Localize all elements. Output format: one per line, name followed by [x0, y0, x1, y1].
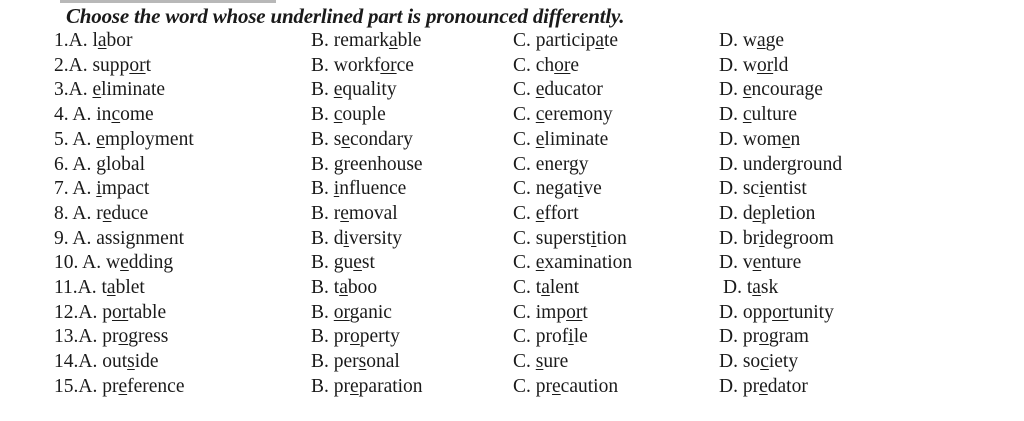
option-word: diversity — [333, 227, 403, 249]
question-number: 8. A. — [54, 202, 97, 224]
option-word: ceremony — [535, 104, 613, 126]
option-letter: C. — [513, 54, 536, 76]
option-word: educator — [535, 79, 603, 101]
underlined-part: e — [350, 375, 359, 397]
option-letter: B. — [311, 128, 334, 150]
option-a — [54, 79, 165, 101]
option-d — [719, 129, 800, 151]
option-d — [719, 376, 808, 398]
option-a — [54, 326, 168, 348]
underlined-part: or — [111, 301, 129, 323]
option-c — [513, 302, 588, 324]
option-word: impact — [96, 178, 150, 200]
option-letter: C. — [513, 227, 536, 249]
option-letter: C. — [513, 104, 536, 126]
underlined-part: or — [756, 54, 774, 76]
underlined-part: g — [96, 153, 107, 175]
underlined-part: e — [120, 252, 129, 274]
option-letter: D. — [719, 30, 743, 51]
option-word: couple — [333, 104, 386, 126]
option-b — [311, 154, 423, 176]
question-number: 1.A. — [54, 30, 93, 51]
underlined-part: a — [752, 277, 761, 298]
option-d — [719, 351, 798, 373]
option-letter: C. — [513, 128, 536, 150]
option-letter: B. — [311, 30, 334, 51]
option-d — [723, 277, 778, 299]
underlined-part: or — [554, 54, 571, 76]
underlined-part: o — [759, 326, 769, 348]
option-letter: B. — [311, 301, 334, 323]
instruction-title: Choose the word whose underlined part is pronounced differently. — [66, 4, 625, 28]
option-word: workforce — [333, 54, 414, 76]
underlined-part: e — [118, 375, 128, 397]
option-letter: B. — [311, 277, 334, 298]
option-letter: C. — [513, 202, 536, 224]
option-word: profile — [535, 326, 588, 348]
option-letter: D. — [719, 178, 743, 200]
option-word: examination — [535, 252, 633, 274]
underlined-part: or — [566, 301, 583, 323]
underlined-part: c — [535, 104, 545, 126]
underlined-part: e — [102, 202, 112, 224]
question-number: 14.A. — [54, 351, 103, 373]
option-d — [719, 55, 788, 77]
option-a — [54, 252, 173, 274]
question-row — [0, 277, 1024, 301]
option-c — [513, 203, 579, 225]
option-b — [311, 30, 421, 52]
option-word: wedding — [106, 252, 174, 274]
option-c — [513, 228, 627, 250]
option-word: program — [742, 326, 809, 348]
underlined-part: e — [752, 252, 762, 274]
underlined-part: or — [772, 301, 789, 323]
option-word: energy — [535, 153, 589, 175]
option-word: import — [535, 301, 588, 323]
option-c — [513, 55, 579, 77]
option-word: chore — [535, 54, 580, 76]
option-c — [513, 351, 568, 373]
question-number: 12.A. — [54, 301, 103, 323]
option-b — [311, 302, 392, 324]
option-word: secondary — [333, 128, 413, 150]
underlined-part: e — [333, 79, 343, 101]
underlined-part: c — [333, 104, 343, 126]
option-letter: B. — [311, 54, 334, 76]
option-letter: D. — [719, 202, 743, 224]
underlined-part: s — [127, 351, 135, 373]
option-a — [54, 104, 154, 126]
underlined-part: i — [578, 178, 584, 200]
option-letter: B. — [311, 351, 334, 373]
option-word: encourage — [742, 79, 823, 101]
option-word: task — [746, 277, 779, 298]
option-letter: C. — [513, 79, 536, 101]
option-a — [54, 178, 149, 200]
option-a — [54, 129, 194, 151]
option-a — [54, 302, 166, 324]
question-row — [0, 30, 1024, 54]
underlined-part: g — [125, 227, 136, 249]
underlined-part: e — [742, 79, 752, 101]
option-letter: B. — [311, 227, 334, 249]
underlined-part: e — [535, 252, 545, 274]
option-letter: C. — [513, 326, 536, 348]
option-letter: D. — [719, 104, 743, 126]
option-letter: B. — [311, 252, 334, 274]
underlined-part: i — [759, 178, 765, 200]
option-word: preference — [102, 375, 185, 397]
option-word: labor — [92, 30, 133, 51]
option-letter: C. — [513, 277, 536, 298]
option-word: bridegroom — [742, 227, 834, 249]
underlined-part: a — [97, 30, 107, 51]
question-number: 2.A. — [54, 54, 93, 76]
option-b — [311, 104, 386, 126]
underlined-part: a — [106, 277, 116, 298]
option-d — [719, 178, 807, 200]
underlined-part: e — [781, 128, 791, 150]
question-row — [0, 351, 1024, 375]
option-word: support — [92, 54, 151, 76]
option-letter: D. — [723, 277, 747, 298]
option-d — [719, 228, 834, 250]
option-d — [719, 252, 801, 274]
question-number: 10. A. — [54, 252, 107, 274]
question-row — [0, 228, 1024, 252]
question-number: 9. A. — [54, 227, 97, 249]
option-letter: C. — [513, 178, 536, 200]
question-number: 11.A. — [54, 277, 102, 298]
option-word: venture — [742, 252, 802, 274]
option-letter: B. — [311, 153, 334, 175]
option-word: organic — [333, 301, 392, 323]
option-word: eliminate — [92, 79, 166, 101]
option-letter: B. — [311, 375, 334, 397]
option-word: world — [742, 54, 789, 76]
underlined-part: c — [760, 351, 769, 373]
option-word: wage — [742, 30, 784, 51]
underlined-part: a — [756, 30, 766, 51]
question-number: 3.A. — [54, 79, 93, 101]
option-a — [54, 277, 145, 299]
option-d — [719, 104, 797, 126]
underlined-part: e — [341, 128, 351, 150]
option-word: income — [96, 104, 154, 126]
option-word: superstition — [535, 227, 627, 249]
underlined-part: e — [340, 202, 349, 224]
option-letter: D. — [719, 227, 743, 249]
option-c — [513, 129, 608, 151]
option-a — [54, 228, 184, 250]
option-word: taboo — [333, 277, 378, 298]
option-word: women — [742, 128, 801, 150]
underlined-part: g — [786, 153, 797, 175]
underlined-part: i — [591, 227, 597, 249]
option-c — [513, 79, 603, 101]
option-d — [719, 79, 823, 101]
underlined-part: o — [350, 326, 360, 348]
option-a — [54, 203, 148, 225]
underlined-part: a — [595, 30, 604, 51]
underlined-part: e — [353, 252, 362, 274]
question-row — [0, 104, 1024, 128]
question-row — [0, 178, 1024, 202]
option-b — [311, 376, 423, 398]
option-a — [54, 55, 151, 77]
option-b — [311, 228, 402, 250]
option-word: assignment — [96, 227, 185, 249]
underlined-part: e — [535, 128, 545, 150]
option-a — [54, 351, 159, 373]
option-letter: B. — [311, 202, 334, 224]
underlined-part: i — [568, 326, 574, 348]
option-a — [54, 376, 184, 398]
option-letter: B. — [311, 326, 334, 348]
option-word: portable — [102, 301, 167, 323]
underlined-part: e — [535, 202, 545, 224]
option-b — [311, 252, 375, 274]
option-letter: D. — [719, 153, 743, 175]
underlined-part: a — [388, 30, 398, 51]
option-letter: C. — [513, 153, 536, 175]
option-letter: C. — [513, 375, 536, 397]
option-letter: D. — [719, 351, 743, 373]
option-word: opportunity — [742, 301, 834, 323]
question-row — [0, 55, 1024, 79]
underlined-part: e — [552, 375, 561, 397]
option-word: outside — [102, 351, 159, 373]
underlined-part: a — [541, 277, 550, 298]
option-letter: B. — [311, 79, 334, 101]
question-number: 6. A. — [54, 153, 97, 175]
underlined-part: i — [96, 178, 102, 200]
underlined-part: e — [759, 375, 768, 397]
option-letter: C. — [513, 30, 536, 51]
option-c — [513, 326, 588, 348]
option-b — [311, 129, 413, 151]
underlined-part: e — [752, 202, 762, 224]
option-b — [311, 55, 414, 77]
option-b — [311, 79, 397, 101]
underlined-part: i — [333, 178, 340, 200]
option-word: guest — [333, 252, 375, 274]
question-row — [0, 376, 1024, 400]
option-d — [719, 326, 809, 348]
underlined-part: e — [96, 128, 105, 150]
question-number: 15.A. — [54, 375, 103, 397]
option-word: effort — [535, 202, 579, 224]
option-word: personal — [333, 351, 400, 373]
underlined-part: o — [118, 326, 129, 348]
option-letter: D. — [719, 375, 743, 397]
option-letter: D. — [719, 128, 743, 150]
underlined-part: e — [92, 79, 102, 101]
underlined-part: or — [380, 54, 397, 76]
option-word: employment — [96, 128, 194, 150]
option-d — [719, 30, 784, 52]
question-row — [0, 79, 1024, 103]
option-c — [513, 104, 613, 126]
option-word: underground — [742, 153, 843, 175]
option-word: equality — [333, 79, 397, 101]
option-word: preparation — [333, 375, 423, 397]
option-a — [54, 30, 133, 52]
option-c — [513, 252, 632, 274]
option-letter: C. — [513, 301, 536, 323]
option-letter: B. — [311, 178, 334, 200]
option-word: eliminate — [535, 128, 609, 150]
option-d — [719, 203, 815, 225]
option-word: remarkable — [333, 30, 422, 51]
option-word: sure — [535, 351, 569, 373]
option-b — [311, 178, 406, 200]
question-row — [0, 326, 1024, 350]
option-letter: C. — [513, 252, 536, 274]
option-word: scientist — [742, 178, 807, 200]
option-c — [513, 178, 602, 200]
question-row — [0, 203, 1024, 227]
question-row — [0, 302, 1024, 326]
option-word: predator — [742, 375, 808, 397]
question-number: 4. A. — [54, 104, 97, 126]
option-word: culture — [742, 104, 797, 126]
underlined-part: g — [333, 153, 344, 175]
underlined-part: or — [129, 54, 146, 76]
option-word: progress — [102, 326, 169, 348]
question-number: 7. A. — [54, 178, 97, 200]
option-a — [54, 154, 145, 176]
underlined-part: e — [535, 79, 545, 101]
question-number: 13.A. — [54, 326, 103, 348]
option-b — [311, 326, 400, 348]
underlined-part: i — [759, 227, 765, 249]
option-word: society — [742, 351, 799, 373]
option-word: property — [333, 326, 400, 348]
top-rule-divider — [60, 0, 276, 3]
underlined-part: i — [343, 227, 349, 249]
question-row — [0, 252, 1024, 276]
option-letter: D. — [719, 79, 743, 101]
option-word: removal — [333, 202, 398, 224]
option-letter: D. — [719, 54, 743, 76]
underlined-part: g — [568, 153, 579, 175]
option-word: talent — [535, 277, 580, 298]
option-c — [513, 30, 618, 52]
underlined-part: a — [339, 277, 348, 298]
option-c — [513, 376, 618, 398]
option-letter: C. — [513, 351, 536, 373]
option-word: participate — [535, 30, 619, 51]
option-c — [513, 154, 588, 176]
option-letter: B. — [311, 104, 334, 126]
option-word: influence — [333, 178, 407, 200]
question-row — [0, 154, 1024, 178]
option-b — [311, 277, 377, 299]
option-d — [719, 154, 842, 176]
option-word: reduce — [96, 202, 149, 224]
option-b — [311, 203, 398, 225]
option-word: negative — [535, 178, 602, 200]
option-letter: D. — [719, 326, 743, 348]
option-word: global — [96, 153, 146, 175]
underlined-part: c — [111, 104, 121, 126]
option-letter: D. — [719, 301, 743, 323]
underlined-part: s — [358, 351, 367, 373]
option-word: greenhouse — [333, 153, 423, 175]
option-d — [719, 302, 834, 324]
underlined-part: c — [742, 104, 752, 126]
underlined-part: s — [535, 351, 544, 373]
option-word: depletion — [742, 202, 816, 224]
option-letter: D. — [719, 252, 743, 274]
question-row — [0, 129, 1024, 153]
question-number: 5. A. — [54, 128, 97, 150]
underlined-part: or — [333, 301, 350, 323]
option-word: tablet — [101, 277, 145, 298]
option-b — [311, 351, 400, 373]
option-c — [513, 277, 579, 299]
option-word: precaution — [535, 375, 619, 397]
